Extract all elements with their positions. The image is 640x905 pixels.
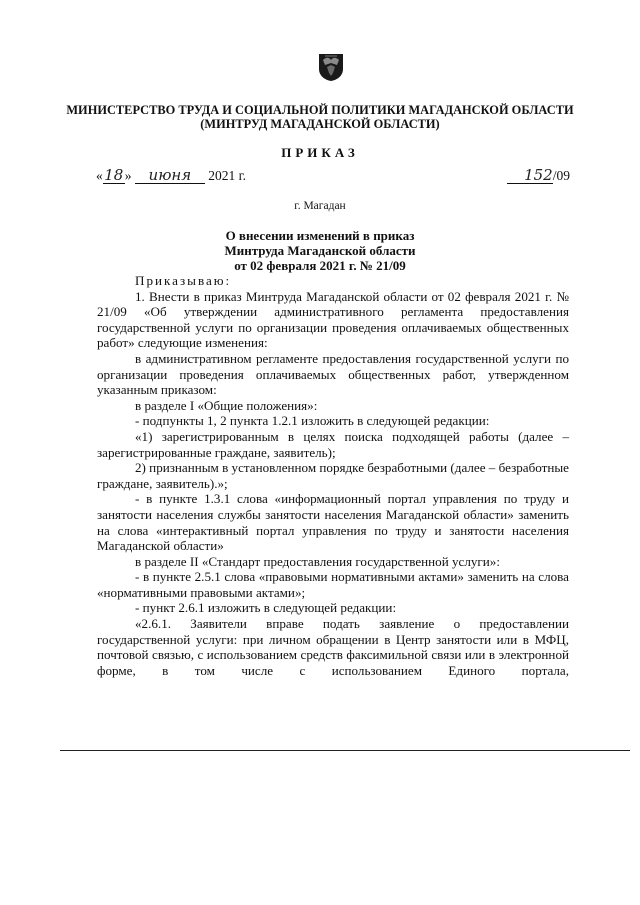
paragraph-4: - подпункты 1, 2 пункта 1.2.1 изложить в следующей редакции: xyxy=(135,413,490,429)
document-title: ПРИКАЗ xyxy=(281,145,359,160)
date-year: 2021 г. xyxy=(208,168,247,183)
paragraph-5: «1) зарегистрированным в целях поиска подходящей работы (далее – зарегистрированные граждане, заявитель); xyxy=(97,428,569,460)
paragraph-7: - в пункте 1.3.1 слова «информационный портал управления по труду и занятости населения службы занятости населения Магаданской области» заменить на слова «интерактивный портал управления по труду и занятости населения Магаданской области» xyxy=(97,491,569,554)
date-month: июня xyxy=(148,166,192,184)
paragraph-1: 1. Внести в приказ Минтруда Магаданской области от 02 февраля 2021 г. № 21/09 «Об утверждении административного регламента предоставления государственной услуги по организации проведения оплачиваемых общественных работ» следующие изменения: xyxy=(97,288,569,351)
number-handwritten: 152 xyxy=(524,166,553,184)
subject-line-2: Минтруда Магаданской области xyxy=(224,243,416,258)
ministry-short-name: (МИНТРУД МАГАДАНСКОЙ ОБЛАСТИ) xyxy=(200,117,440,131)
paragraph-2: в административном регламенте предоставления государственной услуги по организации проведения оплачиваемых общественных работ, утвержденном указанным приказом: xyxy=(97,350,569,398)
order-word: Приказываю: xyxy=(135,273,232,288)
subject-line-1: О внесении изменений в приказ xyxy=(225,228,415,243)
paragraph-8: в разделе II «Стандарт предоставления государственной услуги»: xyxy=(135,553,500,569)
document-subject xyxy=(0,228,640,273)
document-date xyxy=(96,168,246,184)
page-bottom-rule xyxy=(60,750,630,751)
date-day: 18 xyxy=(104,166,124,184)
paragraph-9: - в пункте 2.5.1 слова «правовыми нормативными актами» заменить на слова «нормативными правовыми актами»; xyxy=(97,569,569,600)
date-close-quote: » xyxy=(124,168,132,183)
ministry-name: МИНИСТЕРСТВО ТРУДА И СОЦИАЛЬНОЙ ПОЛИТИКИ МАГАДАНСКОЙ ОБЛАСТИ xyxy=(66,103,574,117)
paragraph-11: «2.6.1. Заявители вправе подать заявление о предоставлении государственной услуги: при личном обращении в Центр занятости или в МФЦ, почтовой связью, с использованием средств факсимильной связи или в электронной форме, в том числе с использованием Единого портала, xyxy=(97,616,569,678)
document-number xyxy=(507,168,570,184)
date-line xyxy=(96,168,570,190)
city: г. Магадан xyxy=(294,200,346,212)
number-suffix: /09 xyxy=(552,168,570,183)
paragraph-3: в разделе I «Общие положения»: xyxy=(135,397,318,413)
date-open-quote: « xyxy=(96,168,103,183)
document-header xyxy=(0,103,640,131)
document-body xyxy=(97,273,569,678)
subject-line-3: от 02 февраля 2021 г. № 21/09 xyxy=(234,258,406,273)
paragraph-6: 2) признанным в установленном порядке безработными (далее – безработные граждане, заявитель).»; xyxy=(97,460,569,491)
paragraph-10: - пункт 2.6.1 изложить в следующей редакции: xyxy=(135,600,397,616)
coat-of-arms-emblem xyxy=(316,52,346,82)
